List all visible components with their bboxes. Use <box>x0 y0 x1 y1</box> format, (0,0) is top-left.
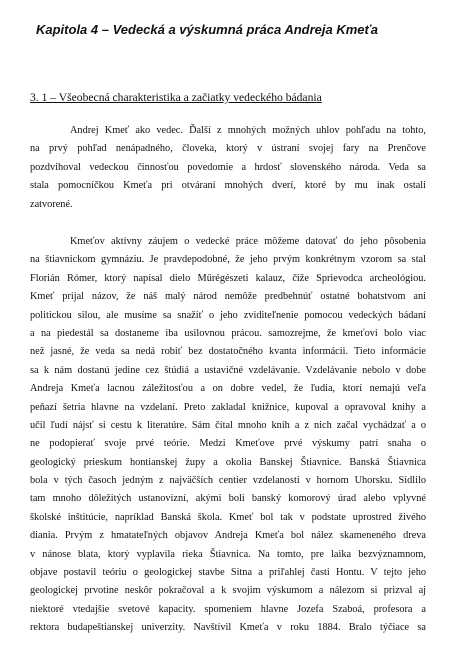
paragraph-line: na prvý pohľad nenápadného, človeka, ktorý v ústraní svojej fary na Prenčove <box>30 143 426 155</box>
section-heading: 3. 1 – Všeobecná charakteristika a začiatky vedeckého bádania <box>30 91 322 104</box>
paragraph-line: geologický prieskum hontianskej župy a okolia Banskej Štiavnice. Banská Štiavnica <box>30 456 426 468</box>
paragraph-line: geologickej prvotine neskôr pokračoval a k svojim výskumom a nálezom si prizval aj <box>30 585 426 597</box>
paragraph-line: Kmeť prijal názov, že náš malý národ nemôže predbehnúť ostatné bohatstvom ani <box>30 291 426 303</box>
paragraph-line: stala pomocníčkou Kmeťa pri otváraní mnohých dverí, ktoré by mu inak ostali <box>30 180 426 192</box>
paragraph-line: v nánose blata, ktorý vyplavila rieka Štiavnica. Na tomto, pre laika bezvýznamnom, <box>30 548 426 560</box>
paragraph-line: ne podopierať svoje prvé teórie. Medzi Kmeťove prvé výskumy patrí snaha o <box>30 438 426 450</box>
paragraph-line: rektora budapeštianskej univerzity. Navštívil Kmeťa v roku 1884. Bralo týčiace sa <box>30 622 426 634</box>
paragraph-line: Andrej Kmeť ako vedec. Ďalší z mnohých možných uhlov pohľadu na tohto, <box>70 125 426 136</box>
paragraph-1 <box>30 122 426 214</box>
paragraph-line: Andreja Kmeťa lacnou záležitosťou a on dobre vedel, že ľudia, ktorí nemajú veľa <box>30 383 426 395</box>
chapter-title: Kapitola 4 – Vedecká a výskumná práca Andreja Kmeťa <box>36 22 378 37</box>
paragraph-line: školské inštitúcie, napríklad Banská škola. Kmeť bol tak v podstate uprostred živého <box>30 511 426 523</box>
paragraph-line: objave postavil teóriu o geologickej stavbe Sitna a priľahlej časti Hontu. V tejto jeho <box>30 567 426 579</box>
paragraph-line: zatvorené. <box>30 198 73 210</box>
paragraph-line: sa k nám dostanú jedine cez štúdiá a ustavičné vzdelávanie. Vzdelávanie nebolo v dobe <box>30 364 426 376</box>
paragraph-line: bola v tých časoch jedným z najväčších centier vzdelanosti v hornom Uhorsku. Sídlilo <box>30 475 426 487</box>
paragraph-line: Florián Rómer, ktorý napísal dielo Műrégészeti kalauz, čiže Sprievodca archeológiou. <box>30 272 426 284</box>
paragraph-line: učil ľudí nájsť si cestu k literatúre. Sám čítal mnoho kníh a z nich začal vychádzať a o <box>30 419 426 431</box>
paragraph-line: na štiavnickom gymnáziu. Je pravdepodobné, že jeho prvým konkrétnym vzorom sa stal <box>30 254 426 266</box>
paragraph-line: peňazí šetria hlavne na vzdelaní. Preto zakladal knižnice, kupoval a opravoval knihy a <box>30 401 426 413</box>
paragraph-2 <box>30 233 426 638</box>
paragraph-line: a na piedestál sa dostaneme iba usilovnou prácou. samozrejme, že kmeťovi bolo viac <box>30 327 426 339</box>
paragraph-line: politickou silou, ale musíme sa snažiť o jeho zviditeľnenie pomocou vedeckých bádaní <box>30 309 426 321</box>
paragraph-line: Kmeťov aktívny záujem o vedecké práce môžeme datovať do jeho pôsobenia <box>70 236 426 247</box>
paragraph-line: pozdvihoval vedeckou činnosťou povedomie a hrdosť slovenského národa. Veda sa <box>30 161 426 173</box>
paragraph-line: tam mnoho dôležitých ustanovizní, akými boli banský komorový úrad alebo vplyvné <box>30 493 426 505</box>
paragraph-line: diania. Prvým z hmatateľných objavov Andreja Kmeťa bol nález skameneného dreva <box>30 530 426 542</box>
paragraph-line: než jasné, že veda sa nedá robiť bez dostatočného kvanta informácii. Tieto informácie <box>30 346 426 358</box>
paragraph-line: niektoré vtedajšie svetové kapacity. spomeniem hlavne Jozefa Szaboá, profesora a <box>30 603 426 615</box>
